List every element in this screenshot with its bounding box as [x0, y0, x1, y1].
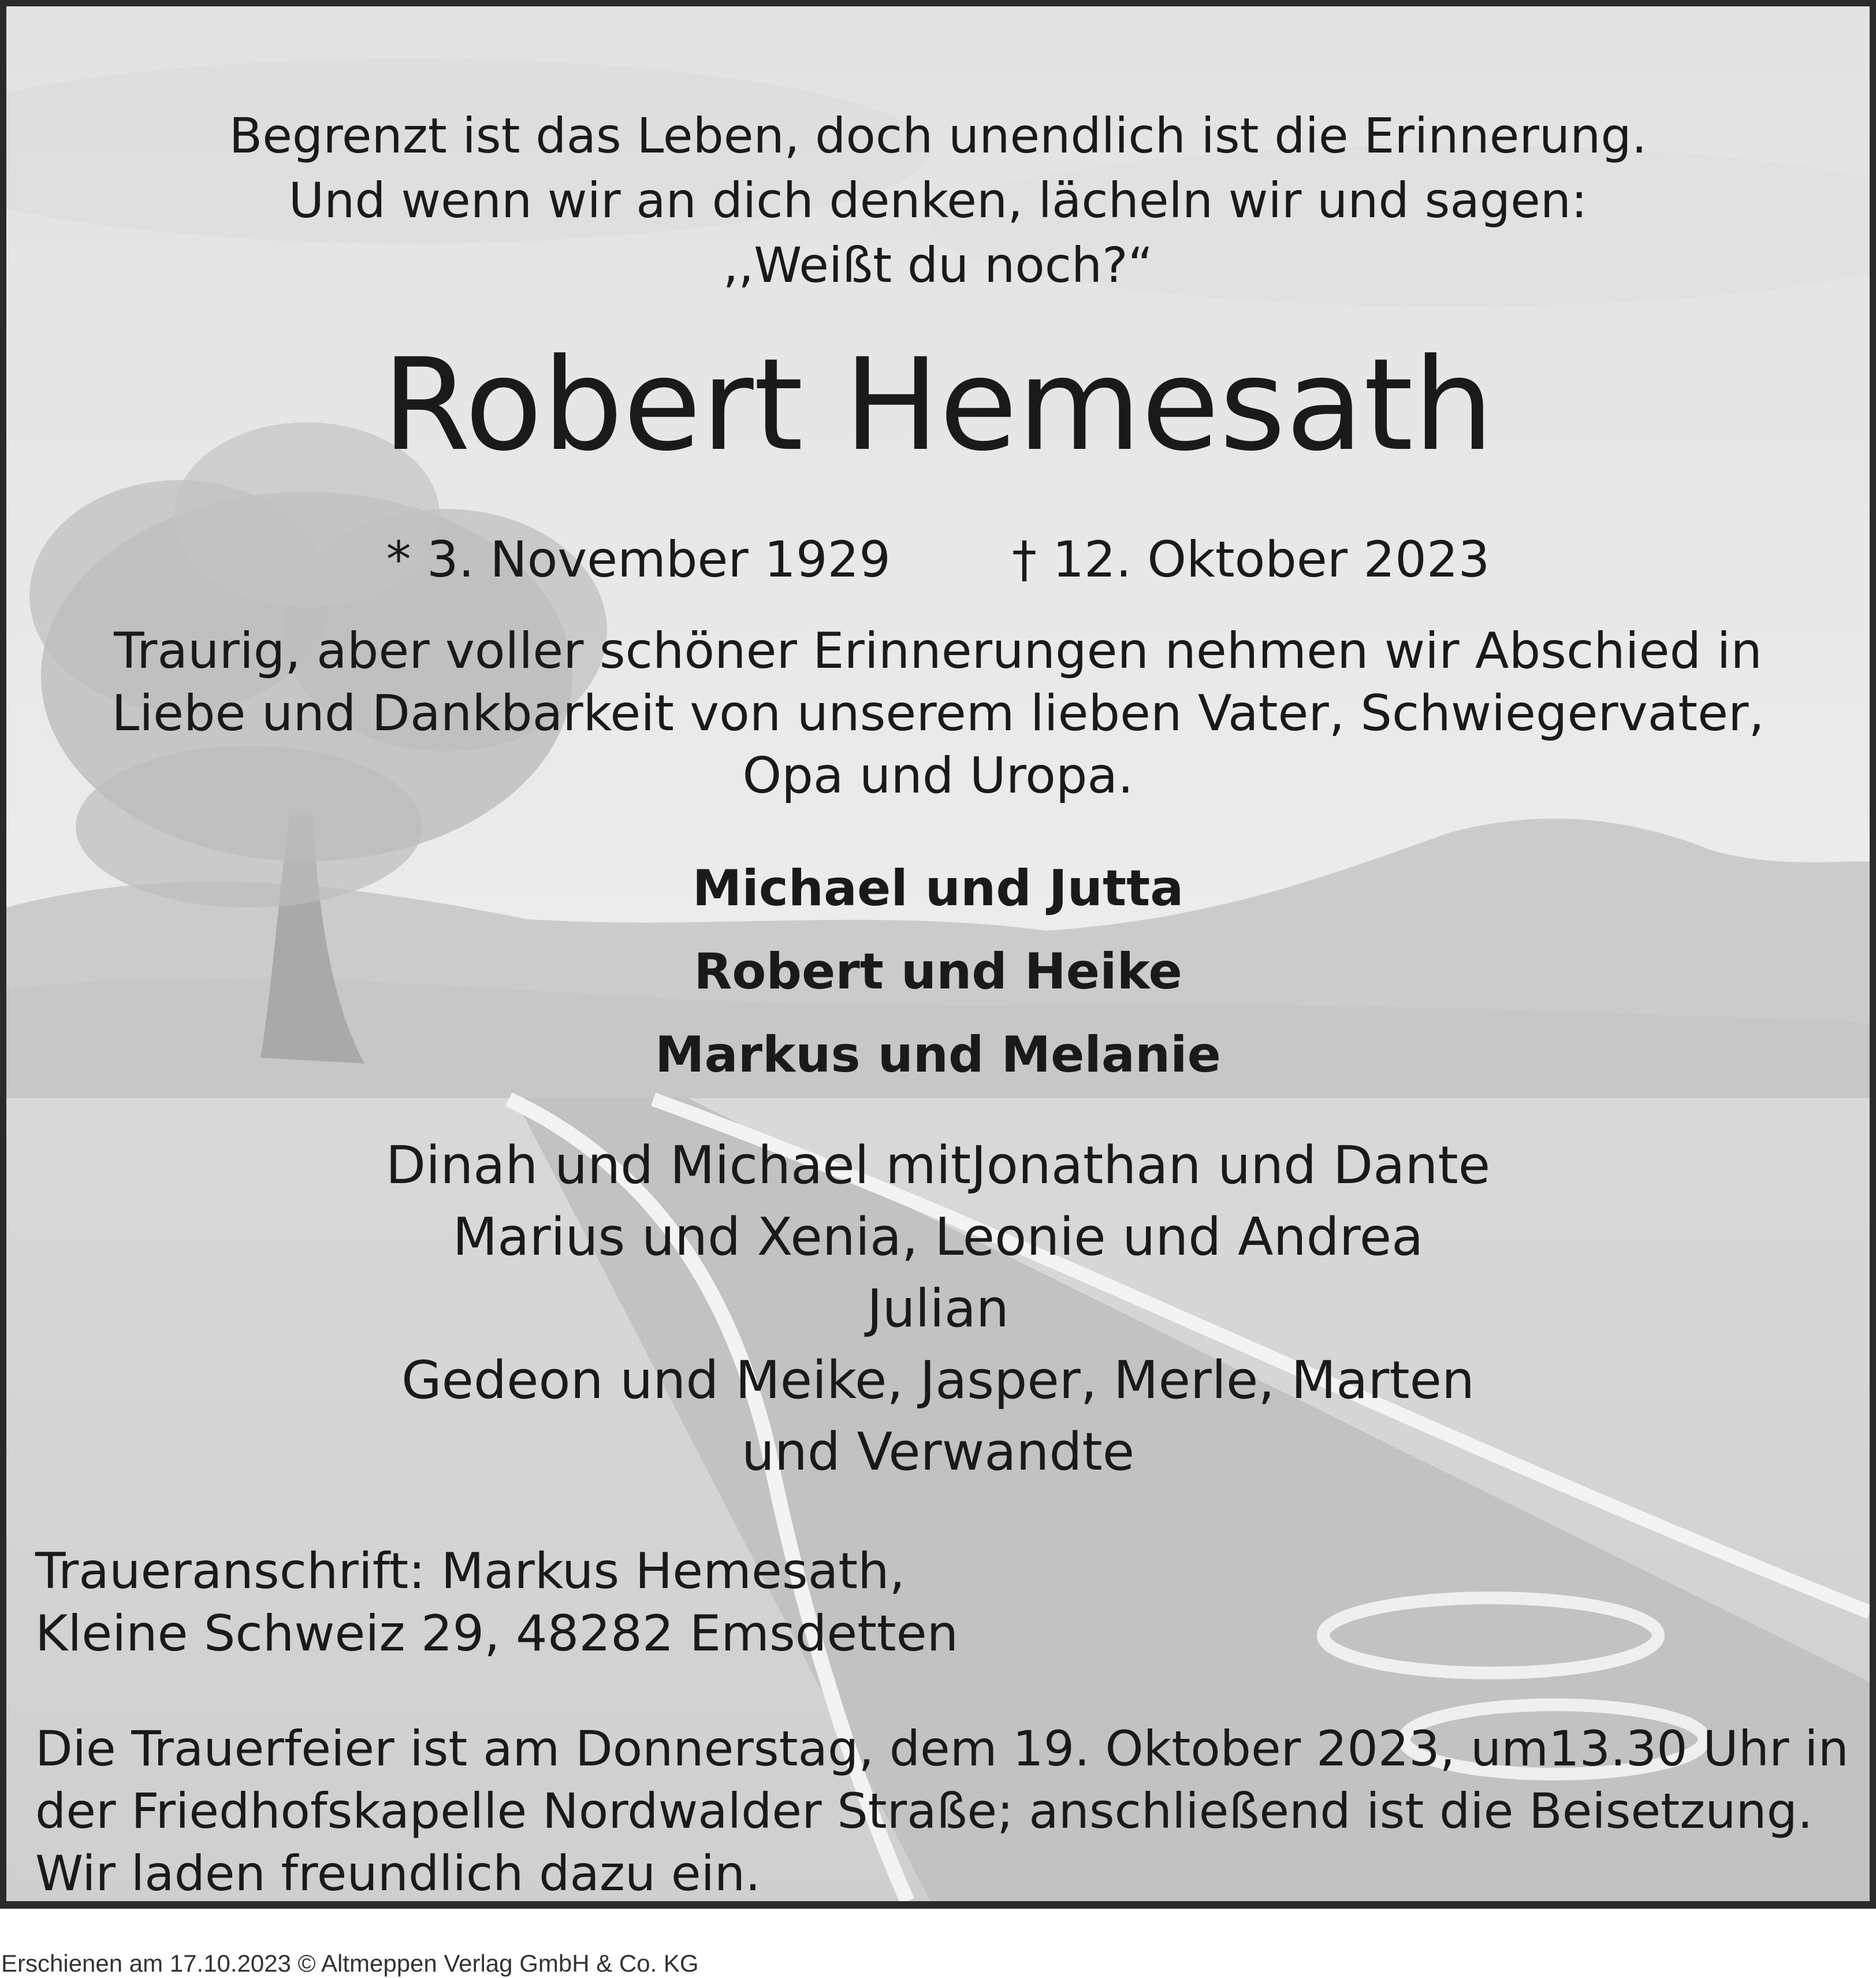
verse-line: ,,Weißt du noch?“ — [723, 237, 1153, 293]
address-line: Kleine Schweiz 29, 48282 Emsdetten — [35, 1605, 959, 1663]
family-line: und Verwandte — [741, 1422, 1135, 1482]
mourner-name: Michael und Jutta — [692, 860, 1184, 917]
farewell-line: Traurig, aber voller schöner Erinnerungen nehmen wir Abschied in — [114, 622, 1762, 680]
verse-line: Und wenn wir an dich denken, lächeln wir und sagen: — [288, 172, 1588, 229]
farewell-line: Opa und Uropa. — [742, 747, 1134, 805]
mourners-children — [6, 847, 1870, 1096]
funeral-info — [35, 1717, 1849, 1905]
life-dates — [6, 528, 1870, 592]
birth-date: * 3. November 1929 — [386, 531, 891, 589]
funeral-line: Die Trauerfeier ist am Donnerstag, dem 19. Oktober 2023, um13.30 Uhr in — [35, 1720, 1849, 1777]
funeral-line: der Friedhofskapelle Nordwalder Straße; anschließend ist die Beisetzung. — [35, 1783, 1813, 1839]
mourner-name: Markus und Melanie — [655, 1026, 1221, 1084]
memorial-verse — [6, 103, 1870, 298]
farewell-line: Liebe und Dankbarkeit von unserem lieben Vater, Schwiegervater, — [111, 685, 1765, 742]
family-line: Julian — [867, 1278, 1009, 1339]
verse-line: Begrenzt ist das Leben, doch unendlich ist die Erinnerung. — [229, 107, 1647, 164]
family-line: Dinah und Michael mitJonathan und Dante — [385, 1135, 1491, 1196]
farewell-text — [6, 620, 1870, 807]
publication-footer: Erschienen am 17.10.2023 © Altmeppen Verlag GmbH & Co. KG — [1, 1950, 699, 1977]
family-line: Marius und Xenia, Leonie und Andrea — [452, 1207, 1424, 1267]
death-date: † 12. Oktober 2023 — [1011, 531, 1490, 589]
mourners-family — [6, 1130, 1870, 1488]
family-line: Gedeon und Meike, Jasper, Merle, Marten — [401, 1350, 1475, 1411]
address-line: Traueranschrift: Markus Hemesath, — [35, 1542, 905, 1600]
deceased-name: Robert Hemesath — [382, 331, 1494, 479]
mourning-address — [35, 1540, 958, 1665]
funeral-line: Wir laden freundlich dazu ein. — [35, 1845, 761, 1902]
mourner-name: Robert und Heike — [694, 943, 1182, 1001]
